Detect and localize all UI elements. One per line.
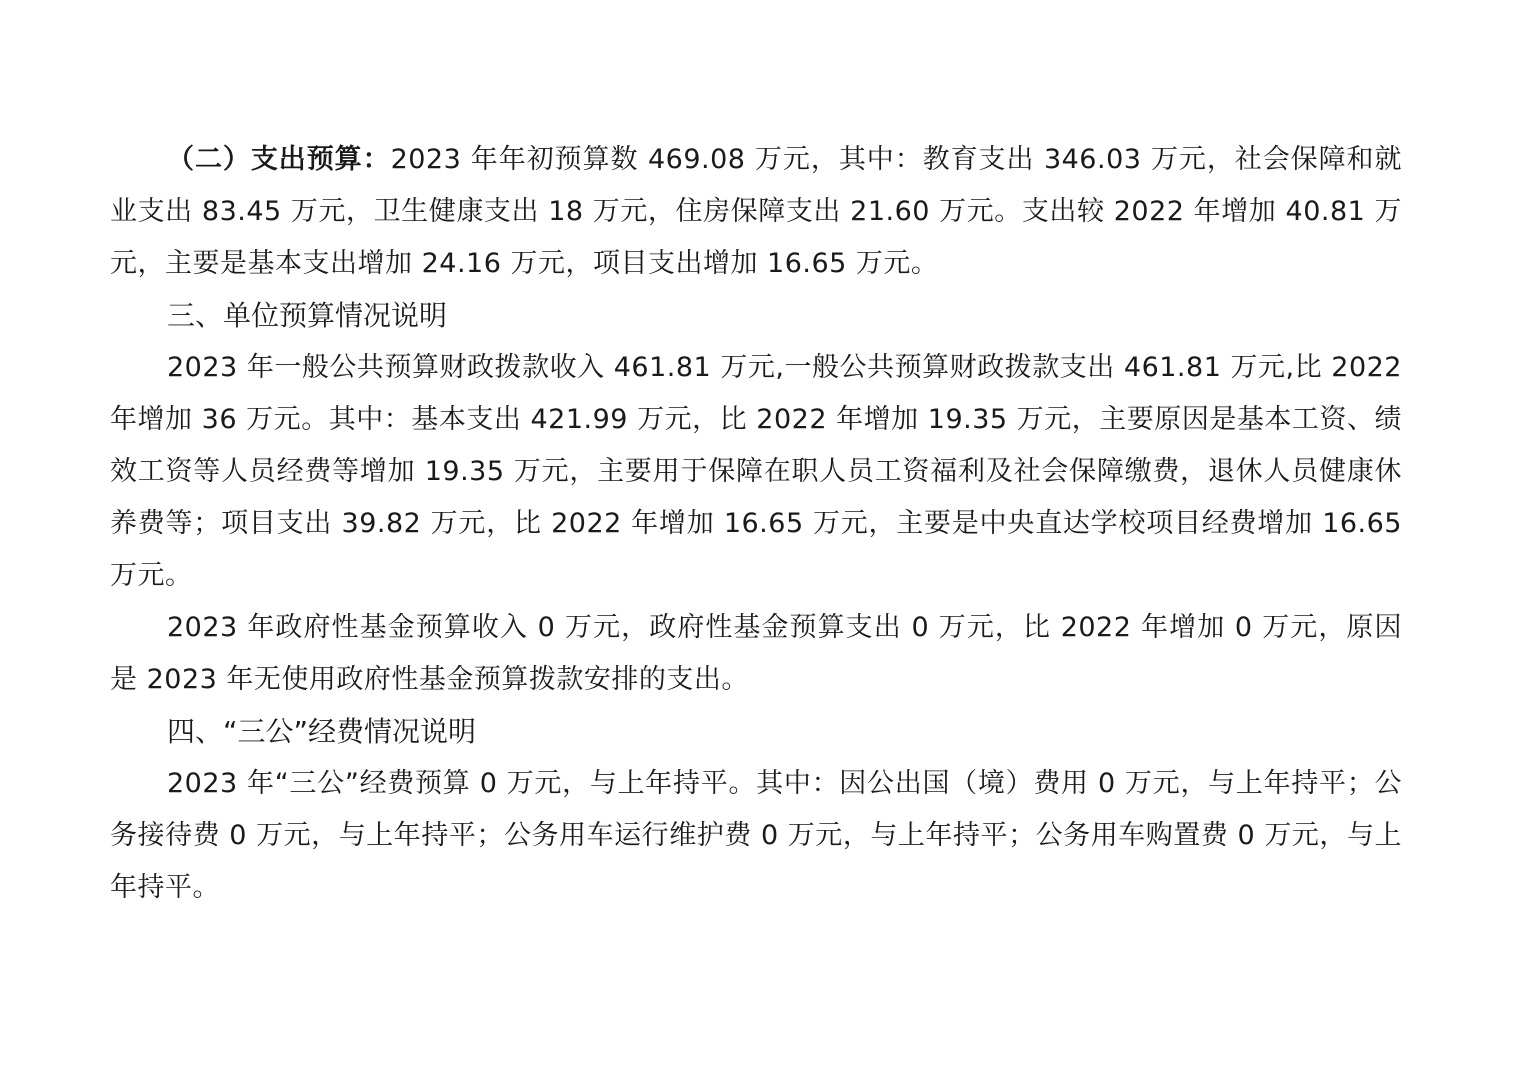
unit-budget-paragraph-1: 2023 年一般公共预算财政拨款收入 461.81 万元,一般公共预算财政拨款支出 461.81 万元,比 2022 年增加 36 万元。其中：基本支出 421.99 万元，比 2022 年增加 19.35 万元，主要原因是基本工资、绩效工资等人员经费等增加 19.35 万元，主要用于保障在职人员工资福利及社会保障缴费，退休人员健康休养费等；项目支出 39.82 万元，比 2022 年增加 16.65 万元，主要是中央直达学校项目经费增加 16.65 万元。 <box>110 352 1402 591</box>
three-public-paragraph: 2023 年“三公”经费预算 0 万元，与上年持平。其中：因公出国（境）费用 0 万元，与上年持平；公务接待费 0 万元，与上年持平；公务用车运行维护费 0 万元，与上年持平；公务用车购置费 0 万元，与上年持平。 <box>110 768 1402 903</box>
unit-budget-heading: 三、单位预算情况说明 <box>167 299 448 332</box>
expense-budget-text: 2023 年年初预算数 469.08 万元，其中：教育支出 346.03 万元，社会保障和就业支出 83.45 万元，卫生健康支出 18 万元，住房保障支出 21.60 万元。支出较 2022 年增加 40.81 万元，主要是基本支出增加 24.16 万元，项目支出增加 16.65 万元。 <box>110 144 1403 279</box>
expense-budget-label: （二）支出预算： <box>167 144 391 175</box>
document-page <box>110 134 1402 914</box>
three-public-heading: 四、“三公”经费情况说明 <box>167 715 477 748</box>
expense-budget-paragraph <box>110 134 1402 290</box>
unit-budget-paragraph-2: 2023 年政府性基金预算收入 0 万元，政府性基金预算支出 0 万元，比 2022 年增加 0 万元，原因是 2023 年无使用政府性基金预算拨款安排的支出。 <box>110 612 1402 695</box>
